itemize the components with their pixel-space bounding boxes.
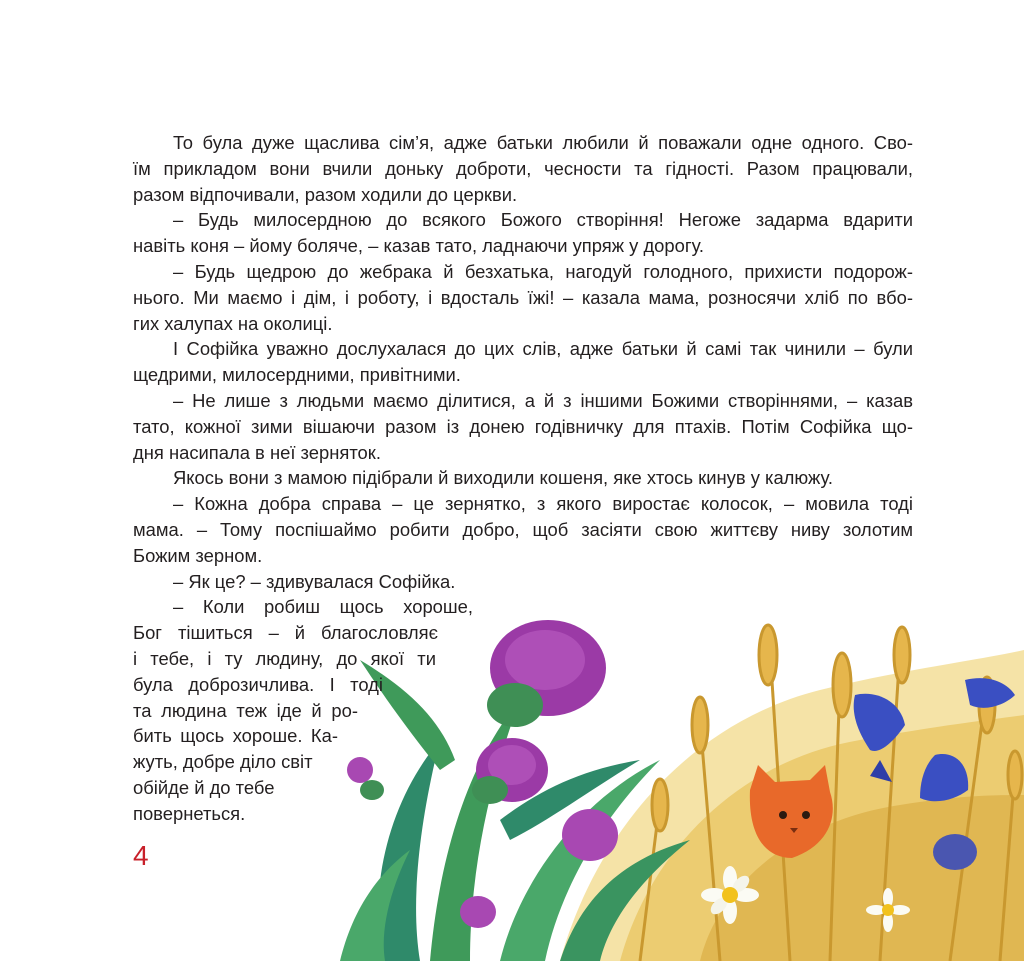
text-line: бить щось хороше. Ка- xyxy=(133,725,338,747)
text-line: Божим зерном. xyxy=(133,544,263,566)
text-line: жуть, добре діло світ xyxy=(133,751,313,773)
paragraph-2 xyxy=(133,207,913,259)
text-line: – Не лише з людьми маємо ділитися, а й з іншими Божими створіннями, – казав xyxy=(173,389,913,411)
text-line: – Будь милосердною до всякого Божого створіння! Негоже задарма вдарити xyxy=(173,209,913,231)
text-line: повернеться. xyxy=(133,802,246,824)
text-line: разом відпочивали, разом ходили до церкви. xyxy=(133,183,518,205)
text-line: І Софійка уважно дослухалася до цих слів, адже батьки й самі так чинили – були xyxy=(173,338,913,360)
paragraph-8 xyxy=(133,569,913,595)
text-line: – Кожна добра справа – це зернятко, з якого виростає колосок, – мовила тоді xyxy=(173,493,913,515)
text-line: їм прикладом вони вчили доньку доброти, чесности та гідності. Разом працювали, xyxy=(133,157,913,179)
text-line: та людина теж іде й ро- xyxy=(133,699,358,721)
text-line: Якось вони з мамою підібрали й виходили кошеня, яке хтось кинув у калюжу. xyxy=(173,467,833,489)
text-line: навіть коня – йому боляче, – казав тато, ладнаючи упряж у дорогу. xyxy=(133,235,705,257)
text-line: Бог тішиться – й благословляє xyxy=(133,622,438,644)
text-line: нього. Ми маємо і дім, і роботу, і вдосталь їжі! – казала мама, розносячи хліб по вбо- xyxy=(133,286,913,308)
text-line: і тебе, і ту людину, до якої ти xyxy=(133,647,436,669)
text-line: – Будь щедрою до жебрака й безхатька, нагодуй голодного, прихисти подорож- xyxy=(173,260,913,282)
text-line: мама. – Тому поспішаймо робити добро, щоб засіяти свою життєву ниву золотим xyxy=(133,518,913,540)
paragraph-5 xyxy=(133,388,913,465)
text-line: – Як це? – здивувалася Софійка. xyxy=(173,570,456,592)
story-text xyxy=(133,130,913,827)
text-line: – Коли робиш щось хороше, xyxy=(173,596,473,618)
text-line: гих халупах на околиці. xyxy=(133,312,333,334)
paragraph-9 xyxy=(133,594,473,826)
text-line: щедрими, милосердними, привітними. xyxy=(133,364,461,386)
paragraph-7 xyxy=(133,491,913,568)
paragraph-3 xyxy=(133,259,913,336)
text-line: тато, кожної зими вішаючи разом із донею годівничку для птахів. Потім Софійка що- xyxy=(133,415,913,437)
paragraph-1 xyxy=(133,130,913,207)
text-line: була доброзичлива. І тоді xyxy=(133,673,383,695)
paragraph-4 xyxy=(133,336,913,388)
paragraph-6 xyxy=(133,465,913,491)
page-number: 4 xyxy=(133,840,149,871)
text-line: обійде й до тебе xyxy=(133,776,275,798)
text-line: дня насипала в неї зерняток. xyxy=(133,441,381,463)
text-line: То була дуже щаслива сім’я, адже батьки любили й поважали одне одного. Сво- xyxy=(173,132,913,153)
